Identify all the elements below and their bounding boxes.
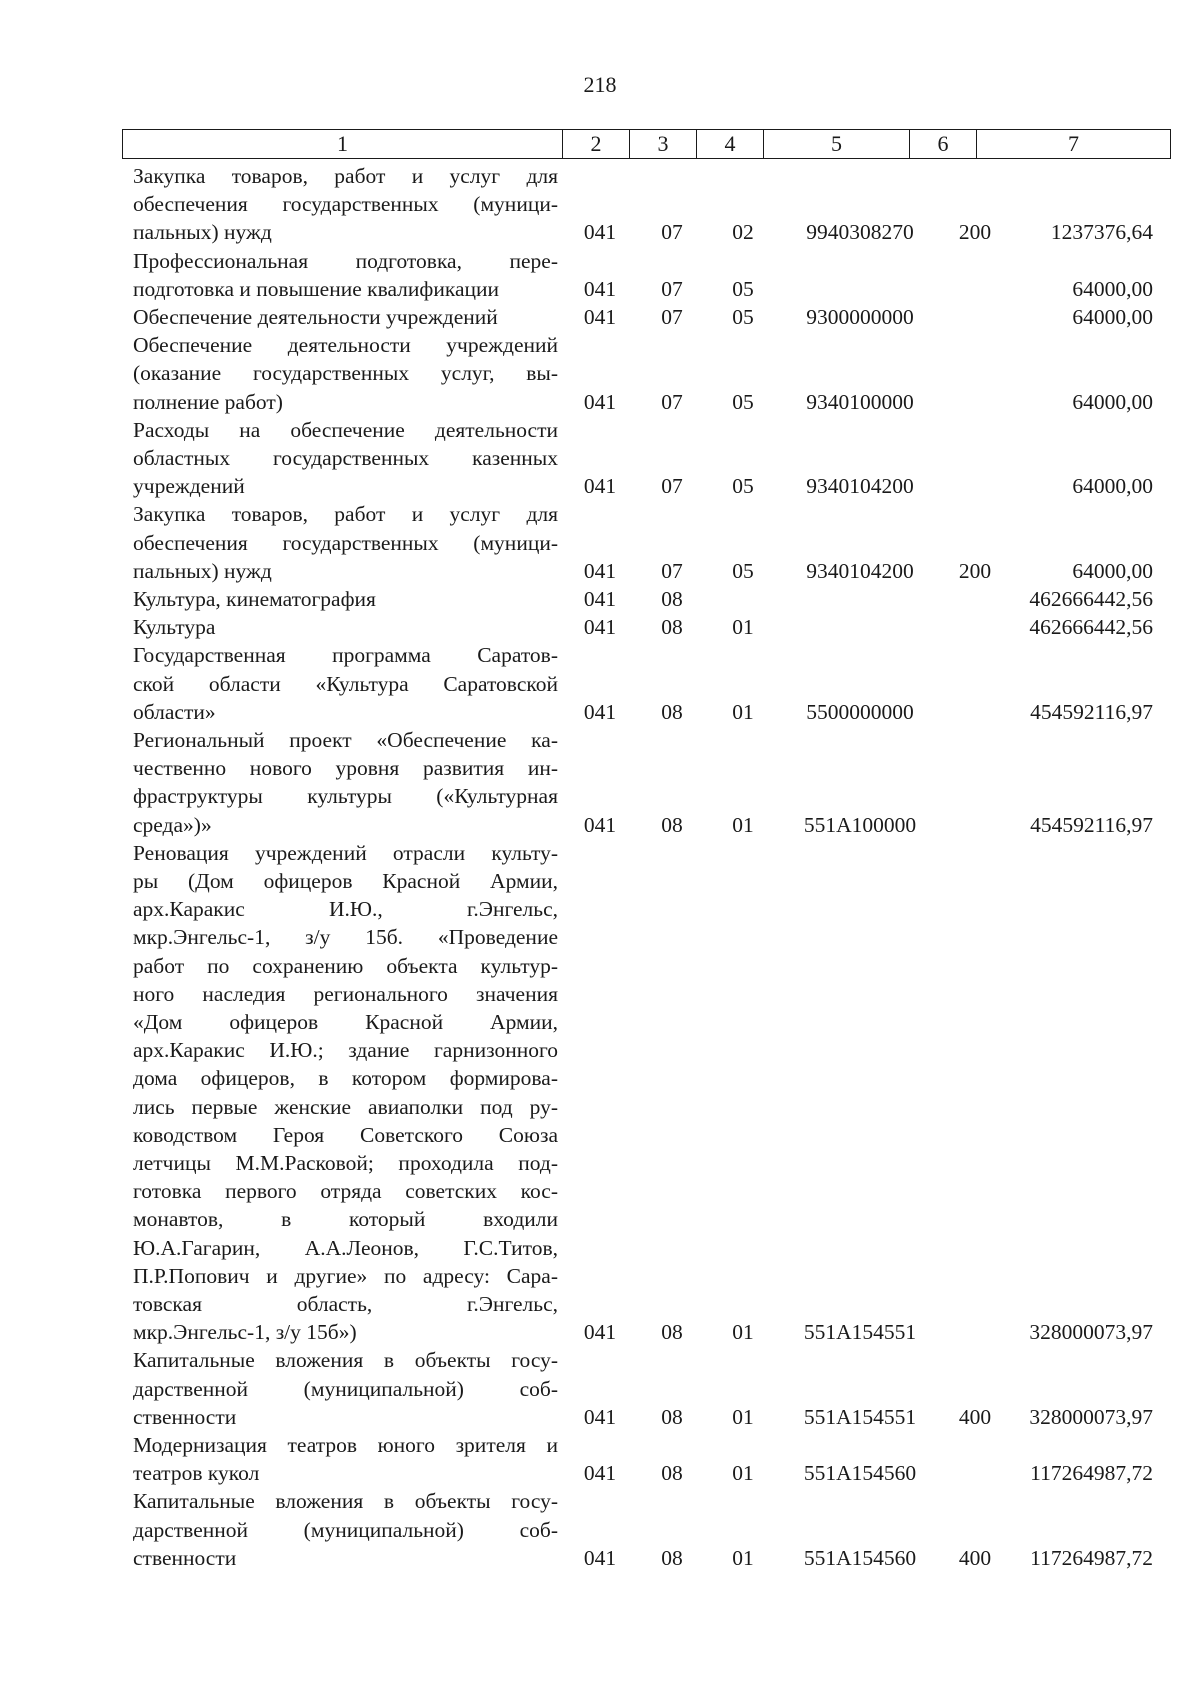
cell-col-2: 041	[583, 1545, 617, 1570]
description-line: Модернизация театров юного зрителя и	[133, 1433, 558, 1457]
cell-col-7: 1237376,64	[1050, 220, 1153, 245]
row-description	[133, 1346, 558, 1431]
description-line: фраструктуры культуры («Культурная	[133, 784, 558, 809]
description-line: П.Р.Попович и другие» по адресу: Сара-	[133, 1263, 558, 1288]
cell-col-4: 05	[732, 558, 754, 583]
description-line: обеспечения государственных (муници-	[133, 530, 558, 555]
description-line: обеспечения государственных (муници-	[133, 192, 558, 217]
row-description	[133, 726, 558, 839]
description-line: «Дом офицеров Красной Армии,	[133, 1010, 558, 1035]
description-line: Реновация учреждений отрасли культу-	[133, 840, 558, 865]
description-line: полнение работ)	[133, 389, 283, 414]
cell-col-4: 05	[732, 474, 754, 499]
cell-col-2: 041	[583, 220, 617, 245]
table-row	[0, 303, 1200, 331]
cell-col-4: 05	[732, 305, 754, 329]
cell-col-3: 08	[661, 615, 683, 640]
description-line: дарственной (муниципальной) соб-	[133, 1517, 558, 1542]
cell-col-3: 08	[661, 1545, 683, 1570]
cell-col-3: 08	[661, 1461, 683, 1486]
cell-col-7: 328000073,97	[1029, 1320, 1153, 1345]
cell-col-4: 02	[732, 220, 754, 245]
cell-col-2: 041	[583, 587, 617, 611]
row-description	[133, 1487, 558, 1572]
cell-col-5: 9340104200	[806, 474, 914, 499]
description-line: лись первые женские авиаполки под ру-	[133, 1094, 558, 1119]
description-line: Обеспечение деятельности учреждений	[133, 333, 558, 358]
cell-col-7: 454592116,97	[1030, 812, 1153, 837]
description-line: учреждений	[133, 474, 245, 499]
cell-col-7: 64000,00	[1072, 389, 1153, 414]
description-line: Государственная программа Саратов-	[133, 643, 558, 668]
description-line: области»	[133, 699, 216, 724]
cell-col-7: 64000,00	[1072, 276, 1153, 301]
table-row	[0, 1431, 1200, 1487]
table-row	[0, 331, 1200, 416]
cell-col-4: 05	[732, 389, 754, 414]
cell-col-2: 041	[583, 305, 617, 329]
row-description	[133, 613, 558, 641]
description-line: арх.Каракис И.Ю., г.Энгельс,	[133, 897, 558, 922]
cell-col-7: 64000,00	[1072, 305, 1153, 329]
cell-col-3: 07	[661, 305, 683, 329]
cell-col-3: 07	[661, 474, 683, 499]
cell-col-5: 551A154551	[803, 1404, 917, 1429]
cell-col-2: 041	[583, 812, 617, 837]
row-description	[133, 162, 558, 247]
cell-col-2: 041	[583, 1404, 617, 1429]
row-description	[133, 641, 558, 726]
column-header-2: 2	[563, 130, 630, 159]
cell-col-4: 05	[732, 276, 754, 301]
description-line: среда»)»	[133, 812, 212, 837]
cell-col-7: 454592116,97	[1030, 699, 1153, 724]
cell-col-5: 9340104200	[806, 558, 914, 583]
description-line: Закупка товаров, работ и услуг для	[133, 164, 558, 188]
cell-col-2: 041	[583, 474, 617, 499]
column-header-4: 4	[697, 130, 764, 159]
table-row	[0, 585, 1200, 613]
description-line: театров кукол	[133, 1461, 260, 1486]
cell-col-2: 041	[583, 276, 617, 301]
cell-col-5: 5500000000	[806, 699, 914, 724]
description-line: Расходы на обеспечение деятельности	[133, 417, 558, 442]
description-line: летчицы М.М.Расковой; проходила под-	[133, 1151, 558, 1176]
description-line: пальных) нужд	[133, 558, 272, 583]
column-header-table	[122, 129, 1171, 159]
cell-col-7: 462666442,56	[1029, 587, 1153, 611]
cell-col-2: 041	[583, 1320, 617, 1345]
cell-col-2: 041	[583, 389, 617, 414]
cell-col-6: 200	[958, 558, 992, 583]
description-line: Ю.А.Гагарин, А.А.Леонов, Г.С.Титов,	[133, 1235, 558, 1260]
description-line: Культура	[133, 615, 216, 640]
table-row	[0, 416, 1200, 501]
description-line: товская область, г.Энгельс,	[133, 1292, 558, 1317]
cell-col-4: 01	[732, 812, 754, 837]
table-row	[0, 613, 1200, 641]
cell-col-4: 01	[732, 699, 754, 724]
cell-col-2: 041	[583, 615, 617, 640]
description-line: Капитальные вложения в объекты госу-	[133, 1348, 558, 1373]
table-row	[0, 1346, 1200, 1431]
cell-col-3: 07	[661, 389, 683, 414]
cell-col-7: 462666442,56	[1029, 615, 1153, 640]
description-line: областных государственных казенных	[133, 446, 558, 470]
description-line: готовка первого отряда советских кос-	[133, 1179, 558, 1204]
cell-col-2: 041	[583, 558, 617, 583]
description-line: мкр.Энгельс-1, з/у 15б»)	[133, 1320, 357, 1345]
cell-col-7: 328000073,97	[1029, 1404, 1153, 1429]
cell-col-6: 400	[958, 1545, 992, 1570]
cell-col-3: 07	[661, 276, 683, 301]
description-line: Капитальные вложения в объекты госу-	[133, 1489, 558, 1514]
description-line: Профессиональная подготовка, пере-	[133, 248, 558, 273]
cell-col-3: 08	[661, 699, 683, 724]
column-header-row	[123, 130, 1171, 159]
description-line: ственности	[133, 1404, 237, 1429]
description-line: ководством Героя Советского Союза	[133, 1122, 558, 1147]
cell-col-5: 551A100000	[803, 812, 917, 837]
row-description	[133, 247, 558, 303]
description-line: Обеспечение деятельности учреждений	[133, 305, 498, 329]
cell-col-5: 9340100000	[806, 389, 914, 414]
table-row	[0, 726, 1200, 839]
cell-col-5: 551A154551	[803, 1320, 917, 1345]
table-row	[0, 162, 1200, 247]
table-row	[0, 641, 1200, 726]
column-header-5: 5	[764, 130, 910, 159]
description-line: (оказание государственных услуг, вы-	[133, 361, 558, 386]
description-line: ры (Дом офицеров Красной Армии,	[133, 869, 558, 893]
table-row	[0, 839, 1200, 1347]
cell-col-4: 01	[732, 1461, 754, 1486]
description-line: Региональный проект «Обеспечение ка-	[133, 728, 558, 752]
cell-col-7: 117264987,72	[1030, 1545, 1153, 1570]
cell-col-5: 9940308270	[806, 220, 914, 245]
row-description	[133, 331, 558, 416]
cell-col-4: 01	[732, 1545, 754, 1570]
description-line: Культура, кинематография	[133, 587, 376, 611]
cell-col-5: 551A154560	[803, 1545, 917, 1570]
column-header-7: 7	[977, 130, 1171, 159]
row-description	[133, 585, 558, 613]
column-header-6: 6	[910, 130, 977, 159]
cell-col-4: 01	[732, 1320, 754, 1345]
cell-col-2: 041	[583, 1461, 617, 1486]
row-description	[133, 500, 558, 585]
cell-col-7: 64000,00	[1072, 558, 1153, 583]
cell-col-3: 08	[661, 587, 683, 611]
description-line: мкр.Энгельс-1, з/у 15б. «Проведение	[133, 925, 558, 950]
description-line: работ по сохранению объекта культур-	[133, 953, 558, 978]
description-line: чественно нового уровня развития ин-	[133, 756, 558, 781]
description-line: ственности	[133, 1545, 237, 1570]
column-header-3: 3	[630, 130, 697, 159]
description-line: подготовка и повышение квалификации	[133, 276, 500, 301]
table-row	[0, 247, 1200, 303]
row-description	[133, 416, 558, 501]
page-number: 218	[583, 72, 617, 97]
cell-col-6: 200	[958, 220, 992, 245]
cell-col-3: 08	[661, 812, 683, 837]
cell-col-3: 08	[661, 1404, 683, 1429]
cell-col-7: 117264987,72	[1030, 1461, 1153, 1486]
description-line: Закупка товаров, работ и услуг для	[133, 502, 558, 527]
row-description	[133, 839, 558, 1347]
description-line: ской области «Культура Саратовской	[133, 671, 558, 696]
row-description	[133, 303, 558, 331]
cell-col-2: 041	[583, 699, 617, 724]
description-line: дома офицеров, в котором формирова-	[133, 1066, 558, 1091]
cell-col-5: 9300000000	[806, 305, 914, 329]
cell-col-4: 01	[732, 1404, 754, 1429]
description-line: дарственной (муниципальной) соб-	[133, 1376, 558, 1401]
cell-col-3: 07	[661, 558, 683, 583]
cell-col-3: 07	[661, 220, 683, 245]
column-header-1: 1	[123, 130, 563, 159]
description-line: монавтов, в который входили	[133, 1207, 558, 1232]
cell-col-3: 08	[661, 1320, 683, 1345]
description-line: пальных) нужд	[133, 220, 272, 245]
table-row	[0, 1487, 1200, 1572]
description-line: арх.Каракис И.Ю.; здание гарнизонного	[133, 1038, 558, 1063]
cell-col-5: 551A154560	[803, 1461, 917, 1486]
cell-col-6: 400	[958, 1404, 992, 1429]
cell-col-4: 01	[732, 615, 754, 640]
cell-col-7: 64000,00	[1072, 474, 1153, 499]
description-line: ного наследия регионального значения	[133, 981, 558, 1006]
row-description	[133, 1431, 558, 1487]
table-row	[0, 500, 1200, 585]
